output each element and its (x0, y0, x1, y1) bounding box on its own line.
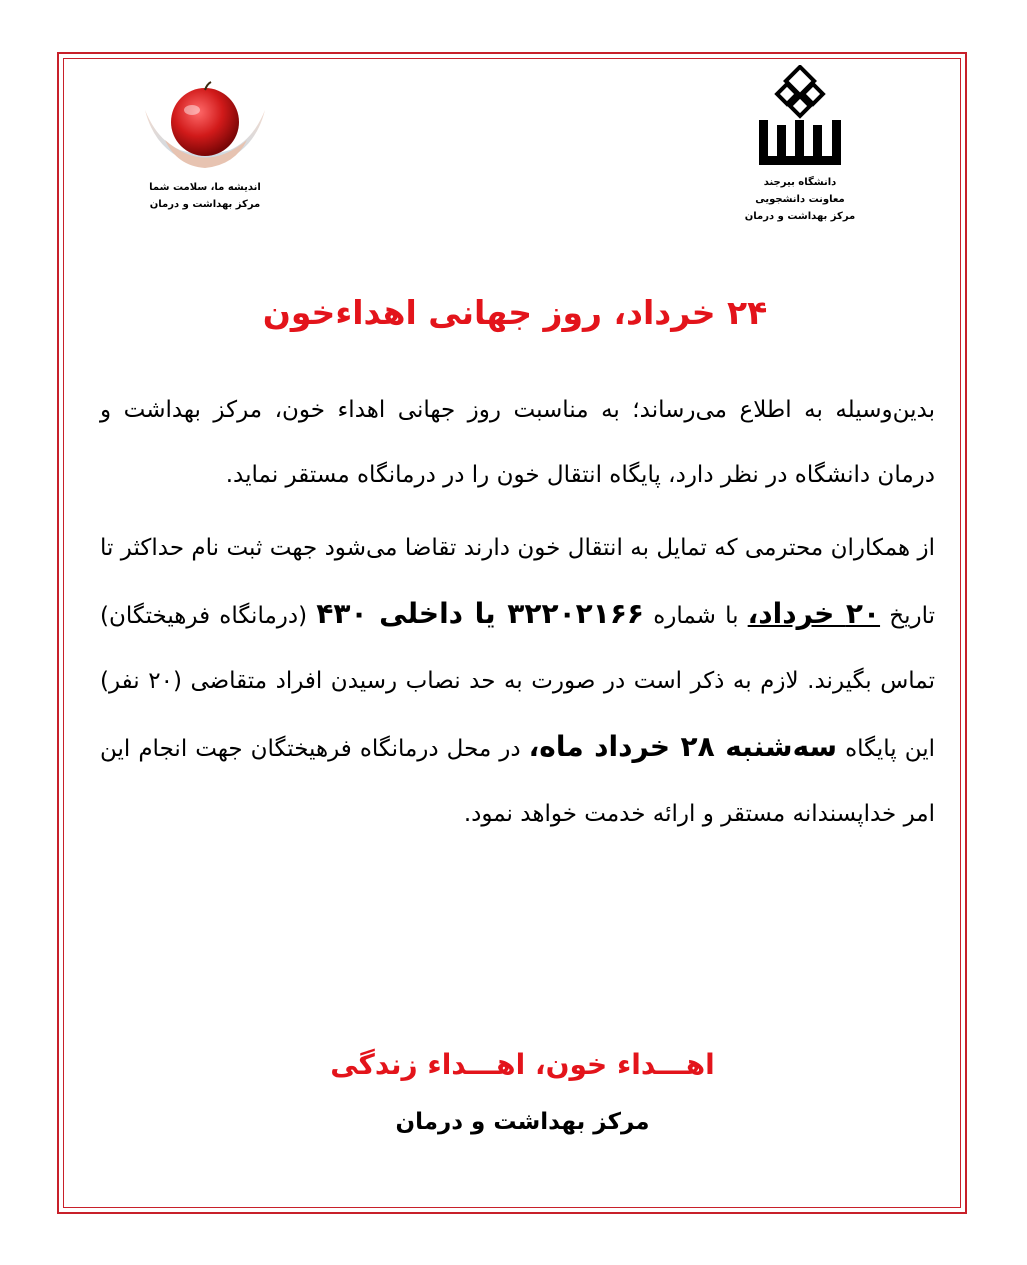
university-emblem-icon (755, 65, 845, 170)
health-center-caption-1: اندیشه ما، سلامت شما (149, 182, 261, 193)
university-center: مرکز بهداشت و درمان (744, 211, 856, 222)
university-department: معاونت دانشجویی (755, 194, 845, 205)
details-text-3: (درمانگاه فرهیختگان) تماس بگیرند. لازم به ذکر است در صورت به حد نصاب رسیدن افراد متقاضی (۲۰ نفر) این پایگاه (100, 603, 936, 762)
apple-in-hands-icon (135, 80, 275, 175)
details-text-4: در محل درمانگاه فرهیختگان جهت انجام این امر خداپسندانه مستقر و ارائه خدمت خواهد نمود. (100, 736, 935, 827)
health-center-logo (130, 80, 280, 213)
event-date: سه‌شنبه ۲۸ خرداد ماه، (528, 730, 838, 763)
details-text-2: با شماره (653, 603, 739, 629)
page-title: ۲۴ خرداد، روز جهانی اهداءخون (262, 293, 768, 332)
health-center-caption-2: مرکز بهداشت و درمان (149, 199, 261, 210)
contact-phone: ۳۲۲۰۲۱۶۶ یا داخلی ۴۳۰ (316, 597, 645, 630)
paragraph-details (100, 516, 935, 847)
university-name: دانشگاه بیرجند (763, 177, 837, 188)
signature: مرکز بهداشت و درمان (395, 1109, 650, 1135)
university-logo (730, 65, 870, 225)
details-text-1: از همکاران محترمی که تمایل به انتقال خون دارند تقاضا می‌شود جهت ثبت نام حداکثر تا تاریخ (100, 535, 935, 629)
registration-deadline: ۲۰ خرداد، (747, 597, 881, 630)
paragraph-intro: بدین‌وسیله به اطلاع می‌رساند؛ به مناسبت روز جهانی اهداء خون، مرکز بهداشت و درمان دانشگاه در نظر دارد، پایگاه انتقال خون را در درمانگاه مستقر نماید. (100, 397, 935, 488)
slogan: اهـــداء خون، اهـــداء زندگی (330, 1048, 715, 1081)
announcement-body (100, 378, 935, 847)
